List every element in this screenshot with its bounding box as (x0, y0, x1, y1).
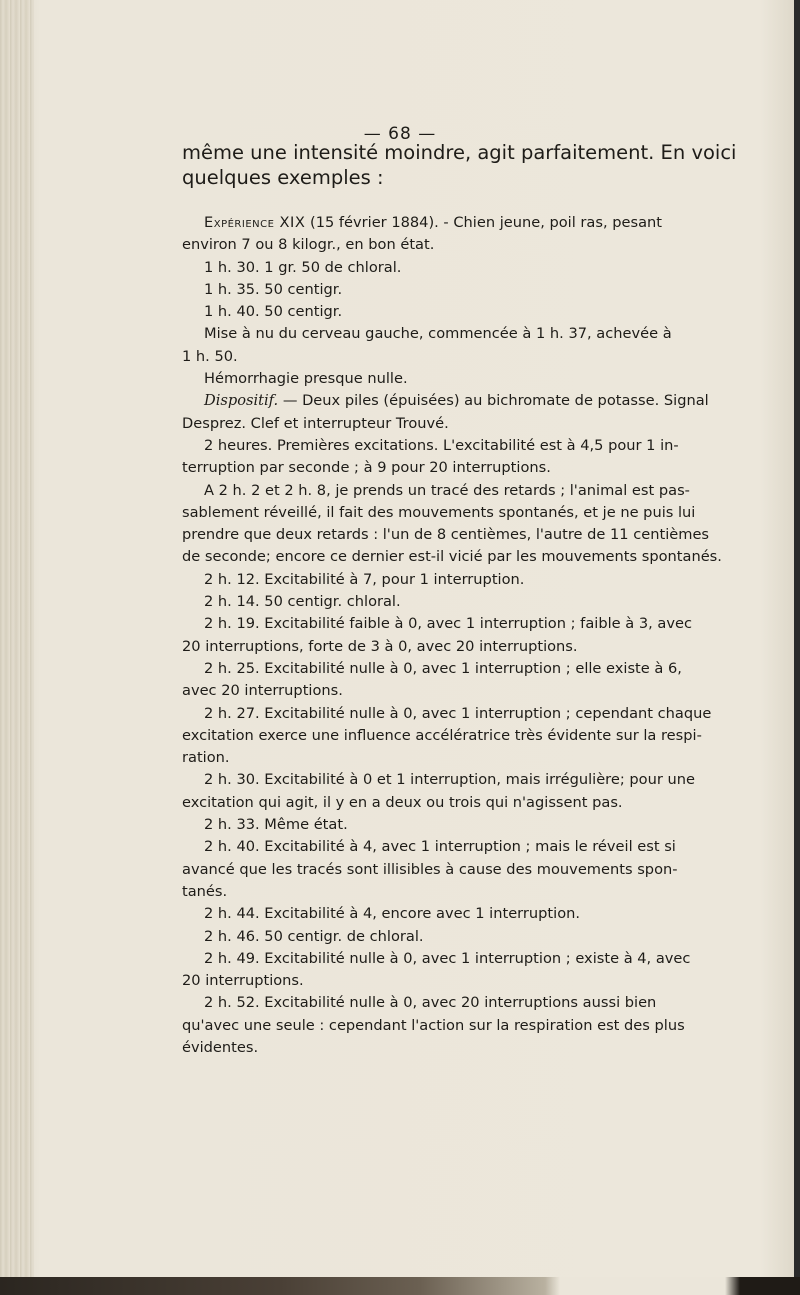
page-number: — 68 — (363, 124, 437, 144)
text-line: excitation qui agit, il y en a deux ou trois qui n'agissent pas. (182, 793, 623, 811)
text-line: 2 h. 14. 50 centigr. chloral. (204, 593, 401, 611)
text-line: 20 interruptions. (182, 972, 304, 990)
protocol-lines-after (182, 435, 767, 1059)
text-line: 2 heures. Premières excitations. L'excitabilité est à 4,5 pour 1 in- (204, 436, 679, 454)
text-line: qu'avec une seule : cependant l'action sur la respiration est des plus (182, 1016, 685, 1034)
text-line: 2 h. 49. Excitabilité nulle à 0, avec 1 interruption ; existe à 4, avec (204, 949, 691, 967)
text-line: 2 h. 19. Excitabilité faible à 0, avec 1 interruption ; faible à 3, avec (204, 615, 692, 633)
text-line: ration. (182, 749, 230, 767)
lead-line: quelques exemples : (182, 166, 384, 189)
text-line: avancé que les tracés sont illisibles à cause des mouvements spon- (182, 860, 678, 878)
dispositif-description: — Deux piles (épuisées) au bichromate de potasse. Signal (278, 392, 709, 410)
text-line: 2 h. 40. Excitabilité à 4, avec 1 interruption ; mais le réveil est si (204, 838, 676, 856)
book-binding-edge (0, 0, 34, 1295)
text-line: excitation exerce une influence accélératrice très évidente sur la respi- (182, 726, 702, 744)
text-line: 1 h. 40. 50 centigr. (204, 303, 343, 321)
text-line: 2 h. 25. Excitabilité nulle à 0, avec 1 interruption ; elle existe à 6, (204, 659, 682, 677)
text-line: 2 h. 46. 50 centigr. de chloral. (204, 927, 424, 945)
text-line: 2 h. 27. Excitabilité nulle à 0, avec 1 interruption ; cependant chaque (204, 704, 712, 722)
experiment-label: Expérience XIX (204, 214, 306, 231)
text-line: avec 20 interruptions. (182, 682, 343, 700)
text-line: 1 h. 50. (182, 347, 238, 365)
dispositif-label: Dispositif. (204, 392, 279, 410)
text-line: évidentes. (182, 1038, 259, 1056)
text-line: 2 h. 33. Même état. (204, 816, 348, 834)
text-line: 2 h. 12. Excitabilité à 7, pour 1 interruption. (204, 570, 525, 588)
lead-paragraph (182, 140, 767, 190)
text-line: 2 h. 52. Excitabilité nulle à 0, avec 20 interruptions aussi bien (204, 994, 657, 1012)
text-line: 2 h. 30. Excitabilité à 0 et 1 interruption, mais irrégulière; pour une (204, 771, 695, 789)
body-text (182, 140, 767, 1059)
lead-line: même une intensité moindre, agit parfaitement. En voici (182, 141, 737, 164)
experiment-description: (15 février 1884). - Chien jeune, poil ras, pesant (305, 214, 663, 231)
text-line: 2 h. 44. Excitabilité à 4, encore avec 1 interruption. (204, 905, 581, 923)
text-line: Hémorrhagie presque nulle. (204, 370, 408, 388)
text-line: 1 h. 30. 1 gr. 50 de chloral. (204, 258, 402, 276)
text-line: A 2 h. 2 et 2 h. 8, je prends un tracé des retards ; l'animal est pas- (204, 481, 690, 499)
text-line: Mise à nu du cerveau gauche, commencée à 1 h. 37, achevée à (204, 325, 672, 343)
text-line: 20 interruptions, forte de 3 à 0, avec 20 interruptions. (182, 637, 578, 655)
text-line: de seconde; encore ce dernier est-il vicié par les mouvements spontanés. (182, 548, 722, 566)
experiment-description-cont: environ 7 ou 8 kilogr., en bon état. (182, 236, 435, 254)
text-line: prendre que deux retards : l'un de 8 centièmes, l'autre de 11 centièmes (182, 526, 710, 544)
dispositif-description-cont: Desprez. Clef et interrupteur Trouvé. (182, 414, 449, 432)
text-line: tanés. (182, 882, 228, 900)
page-bottom-edge (0, 1277, 800, 1295)
text-line: terruption par seconde ; à 9 pour 20 interruptions. (182, 459, 551, 477)
text-line: 1 h. 35. 50 centigr. (204, 280, 343, 298)
protocol-lines-before (182, 257, 767, 391)
text-line: sablement réveillé, il fait des mouvements spontanés, et je ne puis lui (182, 503, 696, 521)
page-right-edge (794, 0, 800, 1295)
experiment-heading (182, 212, 767, 234)
dispositif-line (182, 390, 767, 412)
